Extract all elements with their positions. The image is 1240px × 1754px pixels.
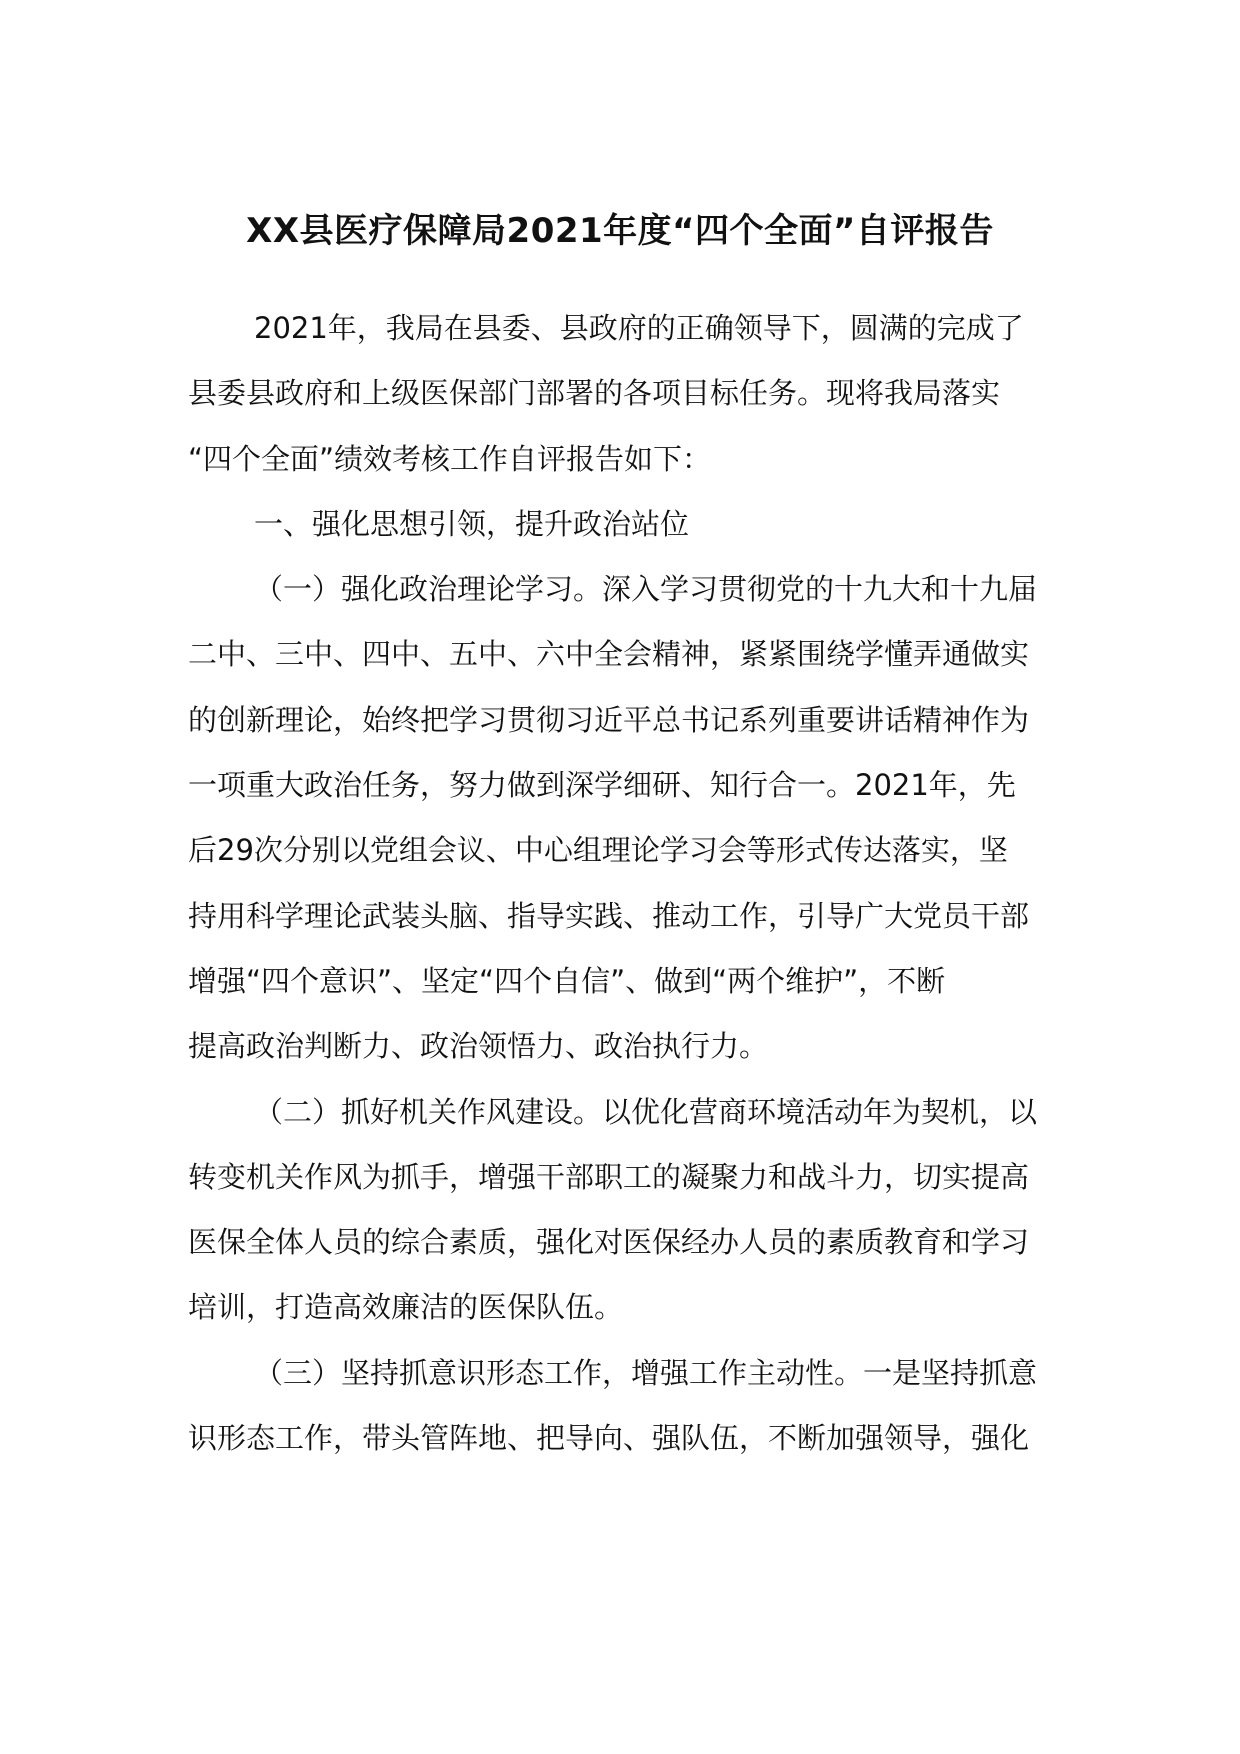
document-body: [188, 296, 1056, 1471]
section-heading-1: [188, 492, 1056, 557]
paragraph-line: 的创新理论，始终把学习贯彻习近平总书记系列重要讲话精神作为: [188, 702, 1030, 737]
paragraph-line: 2021年，我局在县委、县政府的正确领导下，圆满的完成了: [254, 311, 1024, 345]
paragraph-line: 培训，打造高效廉洁的医保队伍。: [188, 1290, 624, 1325]
paragraph-line: 二中、三中、四中、五中、六中全会精神，紧紧围绕学懂弄通做实: [188, 637, 1030, 672]
paragraph-line: 一项重大政治任务，努力做到深学细研、知行合一。2021年，先: [188, 768, 1016, 803]
paragraph-line: 医保全体人员的综合素质，强化对医保经办人员的素质教育和学习: [188, 1225, 1030, 1260]
paragraph-line: 提高政治判断力、政治领悟力、政治执行力。: [188, 1029, 769, 1064]
paragraph-line: 后29次分别以党组会议、中心组理论学习会等形式传达落实，坚: [188, 833, 1008, 868]
paragraph-line: 转变机关作风为抓手，增强干部职工的凝聚力和战斗力，切实提高: [188, 1159, 1030, 1194]
paragraph-line: （二）抓好机关作风建设。以优化营商环境活动年为契机，以: [254, 1094, 1038, 1129]
paragraph-line: （一）强化政治理论学习。深入学习贯彻党的十九大和十九届: [254, 572, 1038, 607]
paragraph-section-1-2: [188, 1080, 1056, 1341]
paragraph-line: 一、强化思想引领，提升政治站位: [254, 506, 690, 541]
paragraph-intro: [188, 296, 1056, 492]
paragraph-line: 持用科学理论武装头脑、指导实践、推动工作，引导广大党员干部: [188, 898, 1030, 933]
paragraph-line: （三）坚持抓意识形态工作，增强工作主动性。一是坚持抓意: [254, 1355, 1038, 1390]
paragraph-section-1-3: [188, 1341, 1056, 1472]
paragraph-line: 县委县政府和上级医保部门部署的各项目标任务。现将我局落实: [188, 376, 1001, 411]
paragraph-section-1-1: [188, 557, 1056, 1079]
document-title: XX县医疗保障局2021年度“四个全面”自评报告: [246, 211, 994, 251]
paragraph-line: 识形态工作，带头管阵地、把导向、强队伍，不断加强领导，强化: [188, 1421, 1030, 1456]
paragraph-line: “四个全面”绩效考核工作自评报告如下：: [188, 441, 712, 476]
paragraph-line: 增强“四个意识”、坚定“四个自信”、做到“两个维护”，不断: [188, 963, 946, 998]
